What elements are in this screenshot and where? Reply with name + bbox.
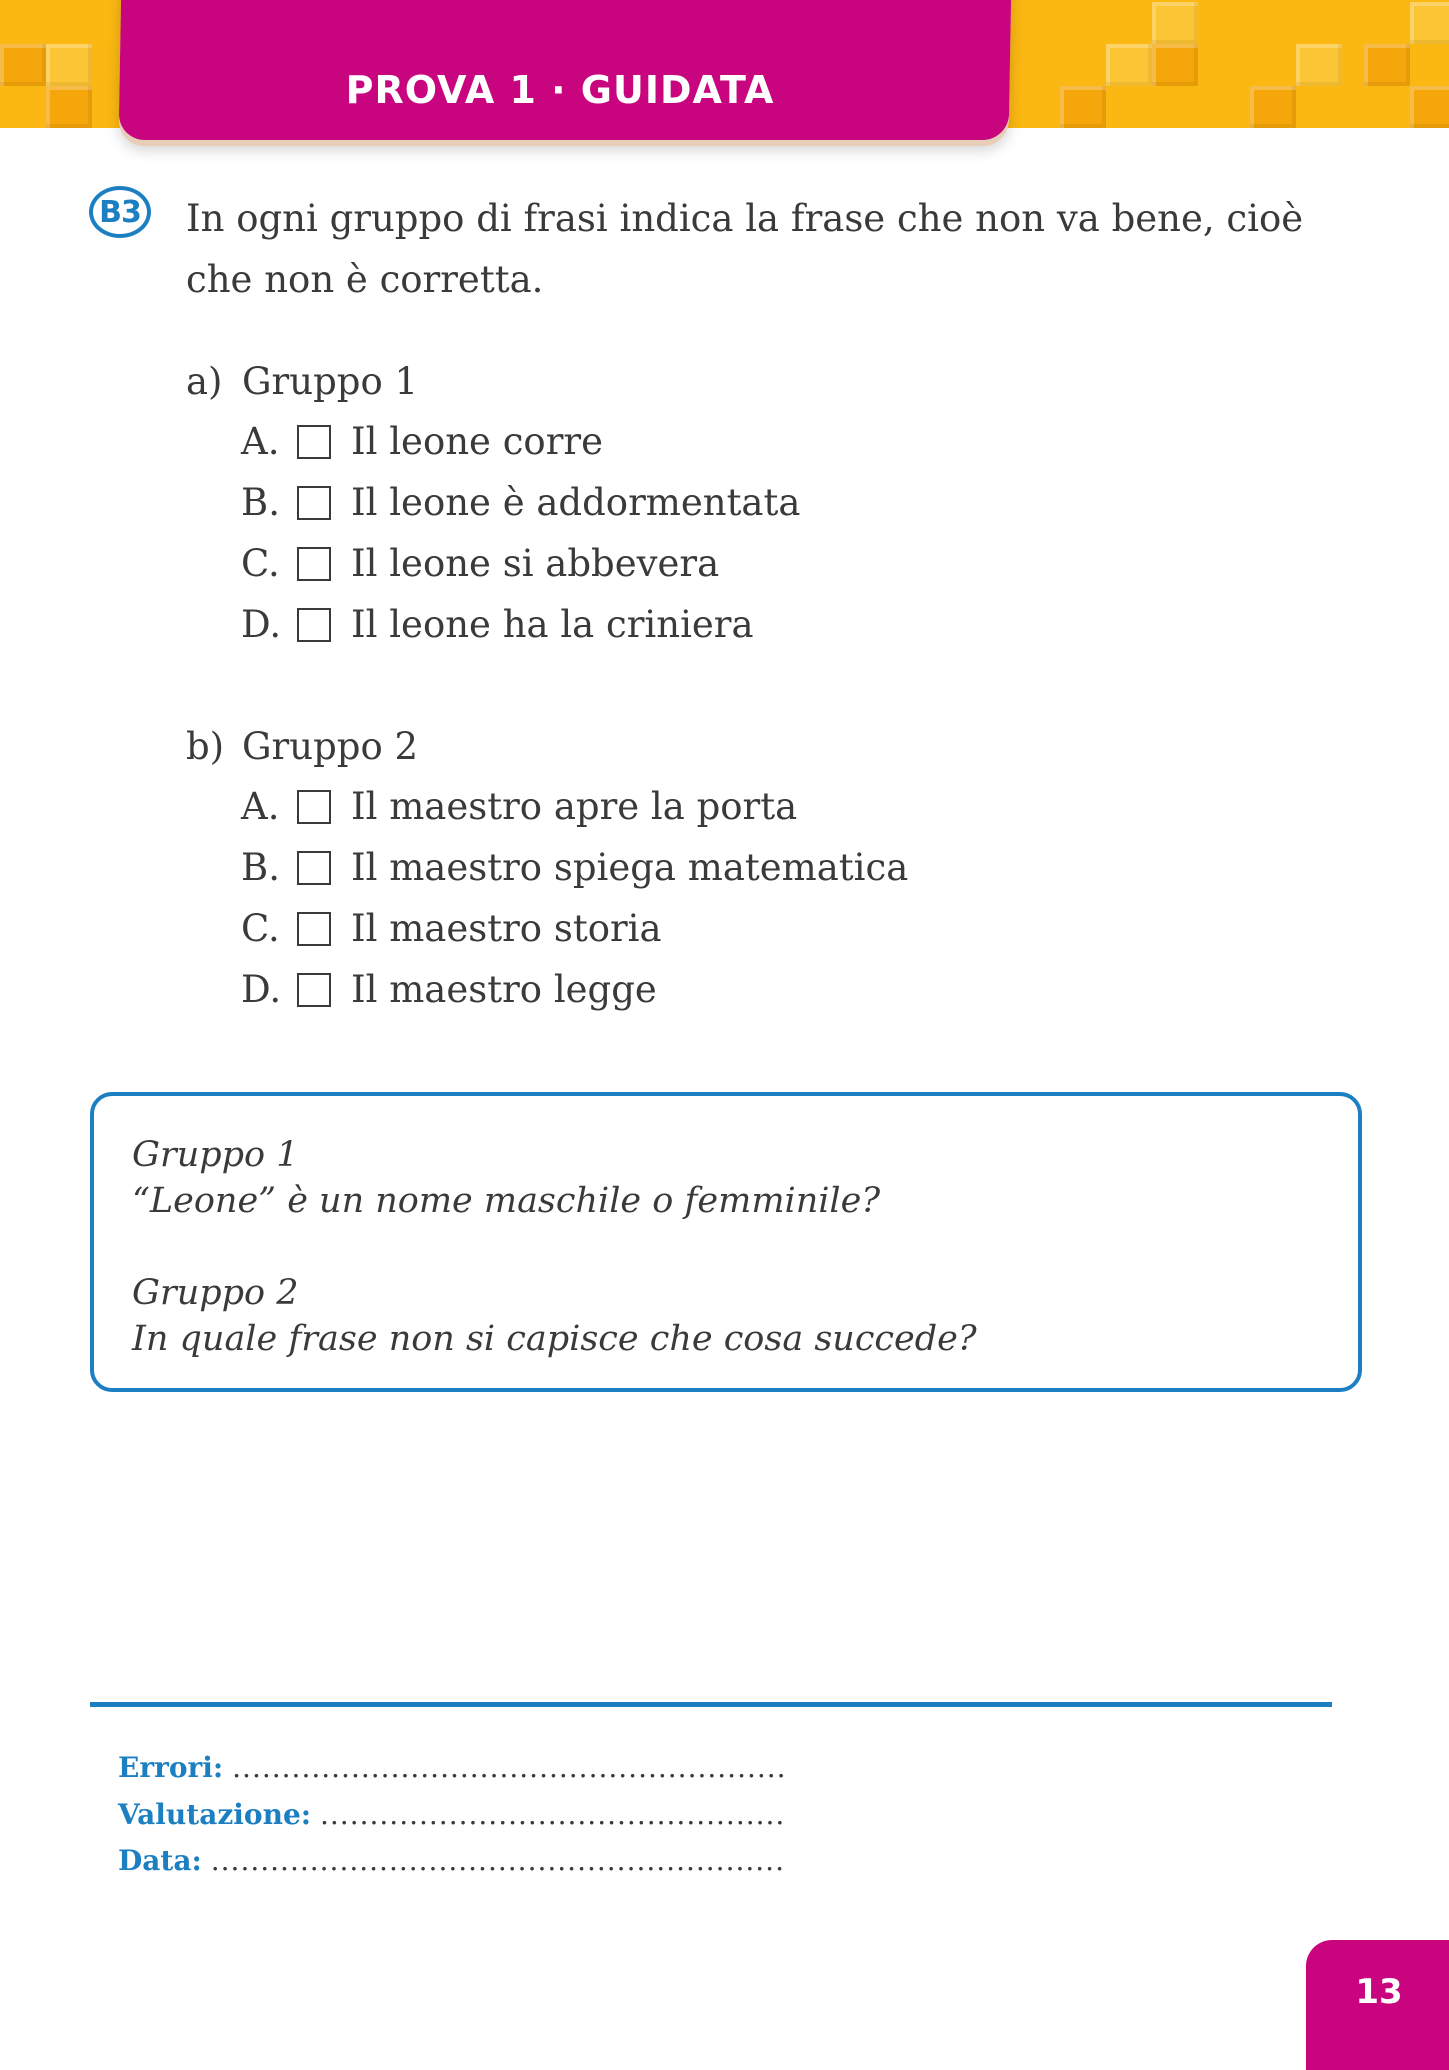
option-text: Il leone si abbevera [351,542,720,585]
checkbox[interactable] [297,486,331,520]
checkbox[interactable] [297,547,331,581]
option-letter: C. [241,542,280,585]
group-title: Gruppo 2 [242,725,419,768]
option-text: Il maestro storia [351,907,662,950]
hint-box [90,1092,1362,1392]
answer-option[interactable] [241,968,657,1012]
option-letter: D. [241,603,282,646]
valutazione-field[interactable]: ............................................... [320,1798,786,1831]
option-letter: A. [241,420,280,463]
group-letter: a) [186,360,223,403]
divider [90,1702,1332,1707]
option-text: Il leone corre [351,420,603,463]
hint-group2-text: In quale frase non si capisce che cosa succede? [132,1319,977,1359]
option-letter: A. [241,785,280,828]
group-heading [186,725,418,769]
decor-square [46,44,92,86]
answer-option[interactable] [241,481,800,525]
decor-square [1296,44,1342,86]
decor-square [1106,44,1152,86]
decor-square [1250,86,1296,128]
answer-option[interactable] [241,542,719,586]
checkbox[interactable] [297,425,331,459]
answer-option[interactable] [241,785,797,829]
decor-square [1410,2,1449,44]
decor-square [1364,44,1410,86]
option-text: Il maestro apre la porta [351,785,798,828]
errori-label: Errori: [118,1751,224,1784]
exercise-badge: B3 [89,186,151,238]
checkbox[interactable] [297,973,331,1007]
option-text: Il leone è addormentata [351,481,801,524]
data-label: Data: [118,1844,202,1877]
option-text: Il maestro spiega matematica [351,846,909,889]
checkbox[interactable] [297,851,331,885]
answer-option[interactable] [241,846,908,890]
page-title: PROVA 1 · GUIDATA [345,68,775,112]
answer-option[interactable] [241,603,754,647]
valutazione-row [118,1795,785,1835]
option-text: Il maestro legge [351,968,657,1011]
answer-option[interactable] [241,907,662,951]
errori-field[interactable]: ........................................................ [232,1751,787,1784]
hint-group1-title: Gruppo 1 [132,1135,299,1175]
option-text: Il leone ha la criniera [351,603,754,646]
decor-square [1152,2,1198,44]
errori-row [118,1748,787,1788]
hint-group1-text: “Leone” è un nome maschile o femminile? [132,1181,881,1221]
valutazione-label: Valutazione: [118,1798,312,1831]
checkbox[interactable] [297,790,331,824]
group-heading [186,360,418,404]
group-letter: b) [186,725,225,768]
option-letter: C. [241,907,280,950]
decor-square [1152,44,1198,86]
checkbox[interactable] [297,912,331,946]
option-letter: B. [241,846,280,889]
hint-group2-title: Gruppo 2 [132,1273,299,1313]
answer-option[interactable] [241,420,603,464]
decor-square [46,86,92,128]
exercise-instruction: In ogni gruppo di frasi indica la frase che non va bene, cioè che non è corretta. [186,197,1304,301]
data-row [118,1841,785,1881]
decor-square [1410,86,1449,128]
decor-square [0,44,46,86]
checkbox[interactable] [297,608,331,642]
data-field[interactable]: .......................................................... [210,1844,785,1877]
option-letter: B. [241,481,280,524]
group-title: Gruppo 1 [242,360,419,403]
page-number: 13 [1355,1972,1403,2012]
decor-square [1060,86,1106,128]
option-letter: D. [241,968,282,1011]
